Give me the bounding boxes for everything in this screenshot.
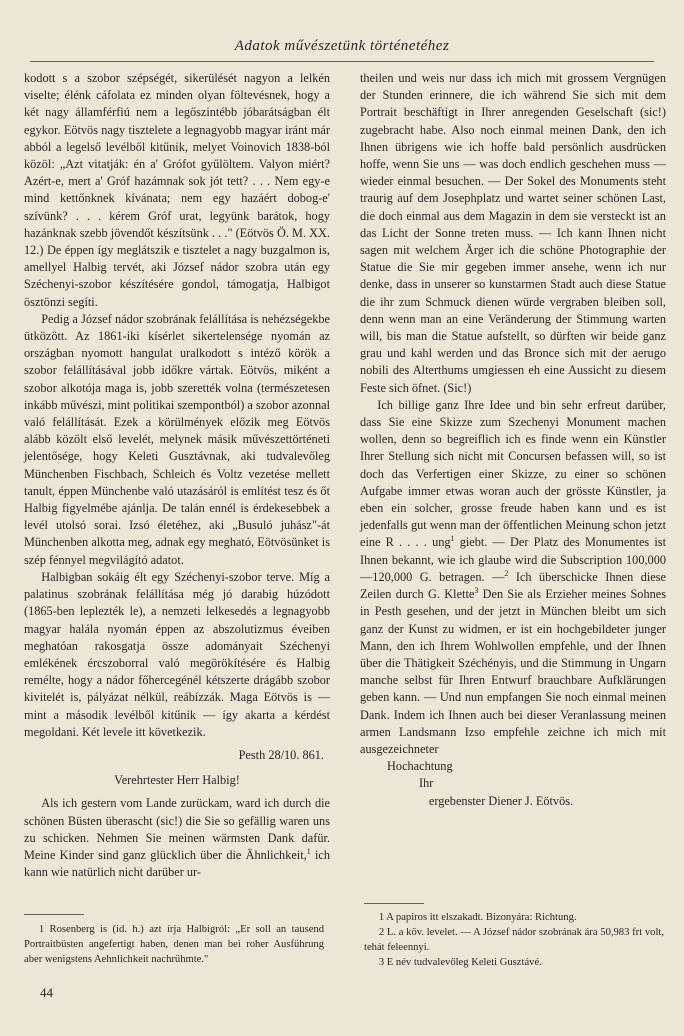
closing-line: Hochachtung	[387, 759, 453, 774]
letter-paragraph: theilen und weis nur dass ich mich mit grossem Vergnügen der Stunden erinnere, die ich während Sie sich mit dem Portrait beschäftigt in Ihrer anregenden Geselschaft (sic!) zugebracht habe. Also noch einmal meinen Dank, den ich Ihnen übrigens wie ich hoffe bald persönlich ausdrücken hoffe, wenn Sie uns — was doch endlich geschehen muss — wieder einmal besuchen. — Der Sokel des Monuments steht traurig auf dem Josephplatz und wartet seiner schönen Last, die doch einmal aus dem Magazin in dem sie versteckt ist an das Licht der Sonne treten muss. — Ich kann Ihnen nicht sagen mit welchem Ärger ich die schöne Photographie der Statue die Sie mir gegeben immer ansehe, wenn ich nur denke, dass in unserer so kunstarmen Stadt auch diese Statue die ihr zum Schmuck dienen würde vergraben bleiben soll, denn wenn man an eine Veränderung der Stimmung warten will, bis man die Statue aufstellt, so dürften wir beide ganz grau und kahl werden und das Bronce sich mit der aerugo nobili des Alterthums umgiessen eh eine Aussicht zu diesem Feste sich öfnet. (Sic!)	[360, 71, 666, 395]
letter-salutation: Verehrtester Herr Halbig!	[114, 773, 240, 788]
footnote: 1 A papiros itt elszakadt. Bizonyára: Richtung.	[378, 912, 577, 923]
footnote: 1 Rosenberg is (id. h.) azt írja Halbigról: „Er soll an tausend Portraitbüsten angefertigt haben, denen man bei roher Ausführung aber wenigstens Aehnlichkeit nachrühmte."	[24, 924, 324, 965]
footnote: 2 L. a köv. levelet. — A József nádor szobrának ára 50,983 frt volt, tehát feleennyi.	[364, 927, 664, 953]
footnote-marker: 1	[450, 534, 455, 544]
left-column	[24, 70, 330, 881]
closing-line: Ihr	[419, 776, 434, 791]
letter-text: giebt. — Der Platz des Monumentes ist Ihnen bekannt, wie ich glaube wird die Subscription 100,000—120,000 G. betragen. —	[360, 535, 666, 584]
letter-text: Ich billige ganz Ihre Idee und bin sehr erfreut darüber, dass Sie eine Skizze zum Szechenyi Monument machen wollen, denn so begreiflich ich es finde wenn ein Künstler Ihrer Stellung sich nicht mit Concursen befassen will, so ist doch das Verfertigen einer Skizze, zu einer so schönen Aufgabe immer etwas woran auch der grösste Künstler, ja eben ein solcher, grosse freude haben kann und es ist jedenfalls gut wenn man der öffentlichen Meinung schon jetzt eine R . . . . ung	[360, 397, 666, 550]
paragraph: kodott s a szobor szépségét, sikerülését nagyon a lelkén viselte; élénk cáfolata ez minden olyan föltevésnek, hogy a két nagy államférfiú nem a legőszintébb jóbarátságban élt egykor. Eötvös nagy tisztelete a legnagyobb magyar iránt már abból a legelső levélből kitűnik, melyet Voinovich 1838-ból közöl: „Azt vitatják: én a' Grófot gyűlöltem. Valyon miért? Azért-e, mert a' Gróf hazámnak sok jót tett? . . . Nem egy-e mind kettőnknek kívánata; nem egy hazáért dobog-e' szívünk? . . . kérem Gróf urat, legyünk barátok, hogy hazánknak szebb jövendőt készítsünk . . ." (Eötvös Ö. M. XX. 12.) De éppen így meglátszik e tisztelet a nagy buzgalmon is, amellyel Halbig tervét, aki József nádor szobra után egy Széchenyi-szobor készítésére gondol, támogatja, Halbigot ösztönzi segíti.	[24, 71, 330, 309]
footnotes-right	[364, 910, 664, 970]
footnote-marker: 2	[504, 568, 509, 578]
letter-closing	[360, 758, 666, 810]
footnote-rule	[364, 903, 424, 904]
footnote: 3 E név tudvalevőleg Keleti Gusztávé.	[378, 957, 542, 968]
page-number: 44	[40, 985, 53, 1000]
footnote-marker: 3	[474, 586, 479, 595]
header-rule	[30, 61, 654, 62]
letter-text: Den Sie als Erzieher meines Sohnes in Pesth gesehen, und der jetzt in München bleibt um sich ganz der Kunst zu widmen, er ist ein hochgebildeter junger Mann, den ich Ihrem Wohlwollen empfehle, und der Ihnen über die Thätigkeit Széchényis, und die Stimmung in Ungarn manche selbst für Ihren Entwurf brauchbare Aufklärungen geben kann. — Und nun empfangen Sie noch einmal meinen Dank. Indem ich Ihnen auch bei dieser Veranlassung meinen armen Landsmann Izso empfehle zeichne ich mich mit ausgezeichneter	[360, 587, 666, 756]
letter-paragraph	[24, 795, 330, 881]
footnote-marker: 1	[306, 846, 311, 856]
paragraph: Pedig a József nádor szobrának felállítása is nehézségekbe ütközött. Az 1861-iki kísérlet sikertelensége nyomán az országban nyomott hangulat uralkodott s intéző körök a szobor felállításával jobb időkre vártak. Eötvös, miként a szobor alkotója maga is, jobb szerették volna (természetesen inkább művészi, mint politikai szempontból) a szobor azonnal való felállítását. Ezek a körülmények előzik meg Eötvös alább közölt első levelét, melynek másik művészettörténeti jelentősége, hogy Keleti Gusztávnak, aki tudvalevőleg Münchenben Fischbach, Schleich és Voltz vezetése mellett tanult, éppen Münchenbe való utazásáról is említést tesz és őt Halbig figyelmébe ajánlja. De talán ennél is érdekesebbek a levél utolsó sorai. Izsó életéhez, aki „Busuló juhász"-át Münchenben alkotta meg, adnak egy megható, Eötvösünket is szép fénnyel megvilágító adatot.	[24, 311, 330, 567]
letter-paragraph	[360, 397, 666, 758]
letter-text: ich kann wie natürlich nicht darüber ur-	[24, 847, 330, 880]
right-column	[360, 70, 666, 810]
footnotes-left	[24, 922, 324, 967]
running-header: Adatok művészetünk történetéhez	[234, 38, 450, 54]
letter-text: Ich überschicke Ihnen diese Zeilen durch G. Klette	[360, 569, 666, 602]
paragraph: Halbigban sokáig élt egy Széchenyi-szobor terve. Míg a palatinus szobrának felállítása még jó darabig húzódott (1865-ben leplezték le), a nemzeti lelkesedés a legnagyobb magyar halála nyomán éppen az abszolutizmus éveiben meghatóan rakosgatja össze adományait Széchenyi emlékének ércszoborral való megörökítésére és Halbig remélte, hogy a nádor főhercegénél kétszerte drágább szobor kivitelét is, pályázat nélkül, reábízzák. Maga Eötvös is — mint a második levélből kitűnik — így akarta a kérdést megoldani. Két levele itt következik.	[24, 569, 330, 739]
letter-text: Als ich gestern vom Lande zurückam, ward ich durch die schönen Büsten überascht (sic!) die Sie so gefällig waren uns zu schicken. Nehmen Sie meinen wärmsten Dank dafür. Meine Kinder sind ganz glücklich über die Ähnlichkeit,	[24, 796, 330, 862]
closing-line: ergebenster Diener J. Eötvös.	[428, 793, 574, 808]
footnote-rule	[24, 914, 84, 915]
letter-date: Pesth 28/10. 861.	[238, 747, 324, 762]
